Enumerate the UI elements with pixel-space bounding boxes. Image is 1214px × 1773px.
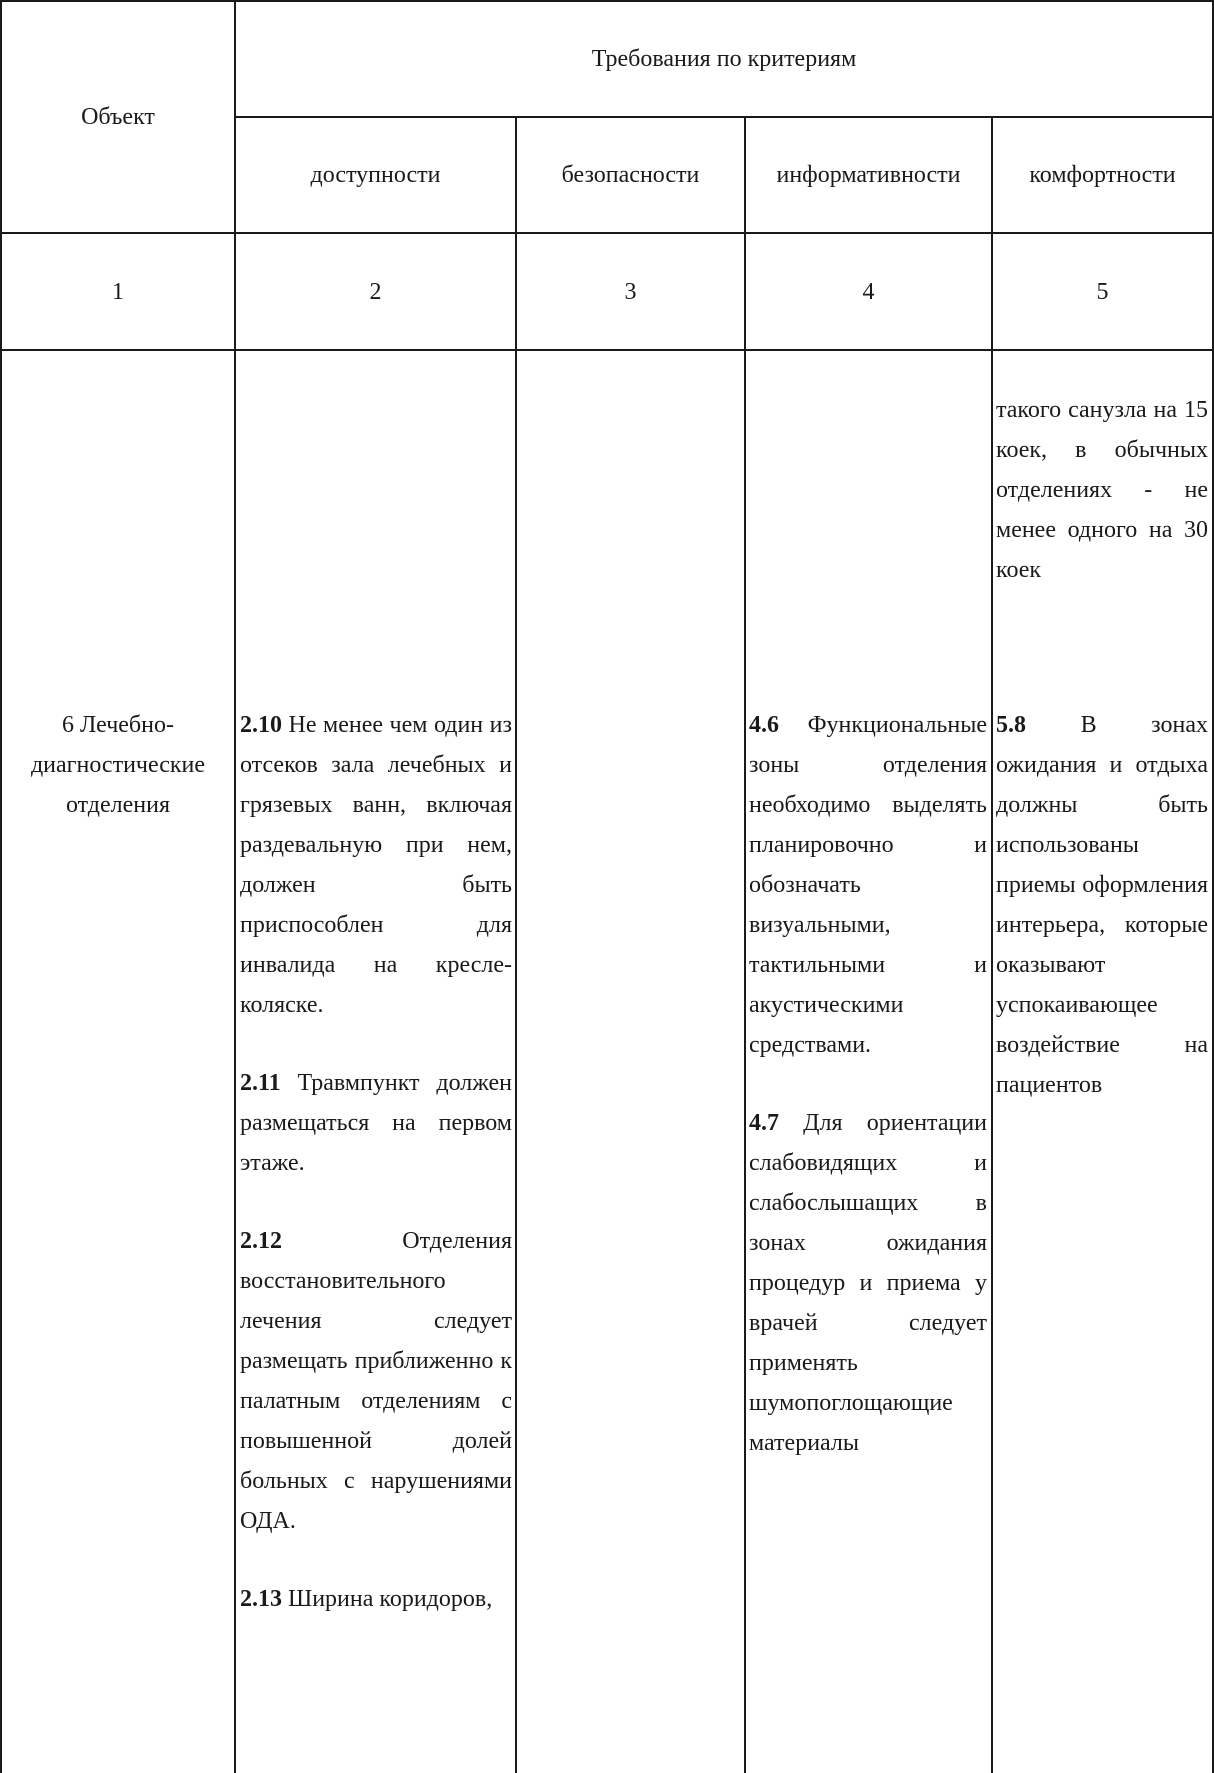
column-number-2: 2 bbox=[369, 278, 382, 305]
requirement-2-11: 2.11 Травмпункт должен размещаться на первом этаже. bbox=[240, 1070, 512, 1176]
requirement-4-6: 4.6 Функциональные зоны отделения необходимо выделять планировочно и обозначать визуальными, тактильными и акустическими средствами. bbox=[749, 712, 987, 1058]
column-line-3 bbox=[744, 116, 746, 1773]
requirement-2-10: 2.10 Не менее чем один из отсеков зала лечебных и грязевых ванн, включая раздевальную при нем, должен быть приспособлен для инвалида на кресле-коляске. bbox=[240, 712, 512, 1018]
comfort-continued-text: такого санузла на 15 коек, в обычных отделениях - не менее одного на 30 коек bbox=[996, 397, 1208, 583]
column-number-1: 1 bbox=[112, 278, 124, 305]
column-line-4 bbox=[991, 116, 993, 1773]
requirement-4-7: 4.7 Для ориентации слабовидящих и слабослышащих в зонах ожидания процедур и приема у врачей следует применять шумопоглощающие материалы bbox=[749, 1110, 987, 1456]
header-criterion-safety: безопасности bbox=[561, 162, 700, 188]
object-name: 6 Лечебно-диагностические отделения bbox=[30, 712, 206, 818]
requirement-2-13: 2.13 Ширина коридоров, bbox=[240, 1586, 493, 1612]
column-number-3: 3 bbox=[624, 278, 637, 305]
column-number-4: 4 bbox=[862, 278, 875, 305]
informativeness-column bbox=[749, 705, 987, 1463]
column-number-5: 5 bbox=[1096, 278, 1109, 305]
requirement-2-12: 2.12 Отделения восстановительного лечения следует размещать приближенно к палатным отделениям с повышенной долей больных с нарушениями ОДА. bbox=[240, 1228, 512, 1534]
accessibility-column bbox=[240, 705, 512, 1619]
comfort-column bbox=[996, 390, 1208, 590]
header-object: Объект bbox=[81, 104, 155, 130]
header-criterion-informativeness: информативности bbox=[776, 162, 961, 188]
comfort-column-requirements bbox=[996, 705, 1208, 1105]
header-criterion-accessibility: доступности bbox=[310, 162, 441, 188]
header-criterion-comfort: комфортности bbox=[1029, 162, 1176, 188]
header-requirements: Требования по критериям bbox=[591, 46, 857, 72]
safety-column bbox=[517, 351, 744, 1773]
requirement-5-8: 5.8 В зонах ожидания и отдыха должны быть использованы приемы оформления интерьера, которые оказывают успокаивающее воздействие на пациентов bbox=[996, 712, 1208, 1098]
